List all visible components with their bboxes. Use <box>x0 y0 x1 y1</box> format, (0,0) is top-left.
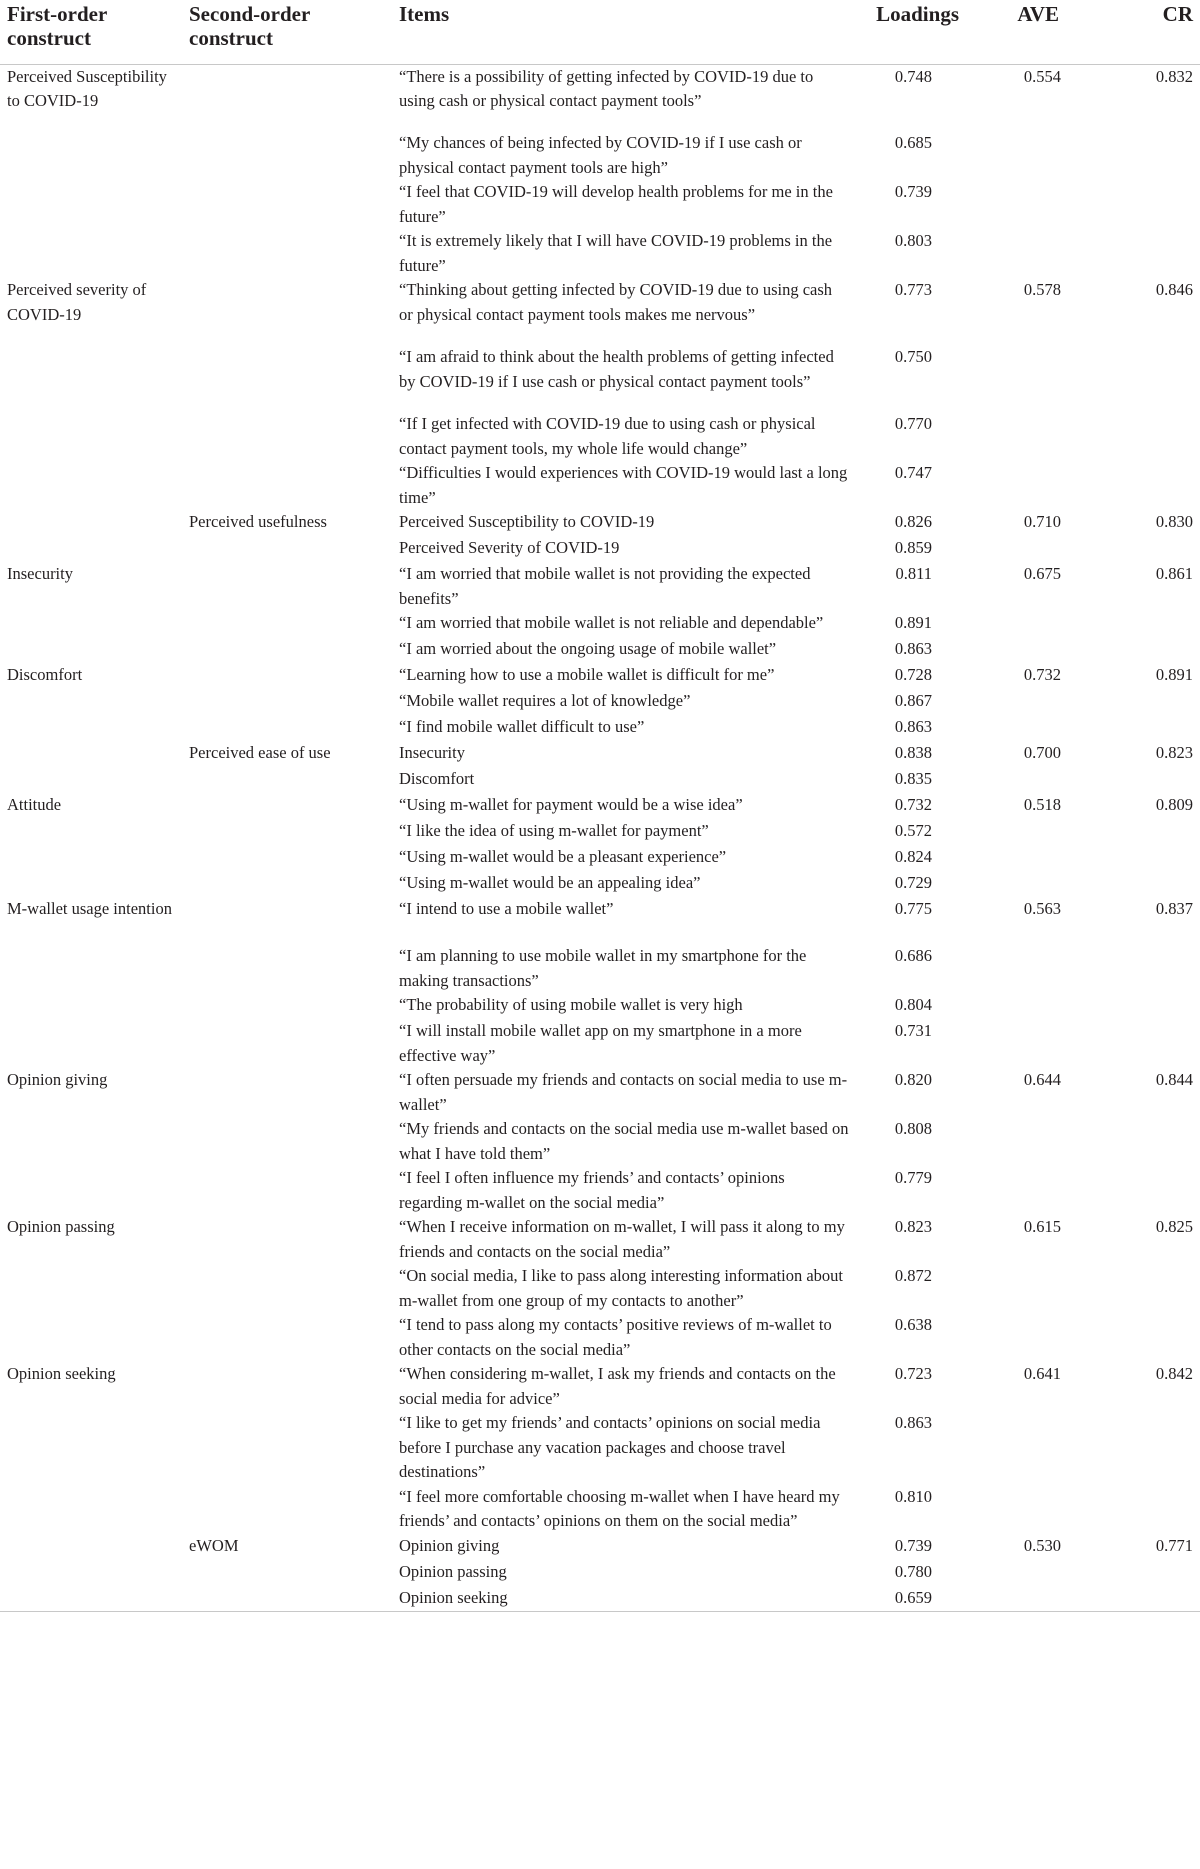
header-ave: AVE <box>974 0 1084 64</box>
table-row <box>0 1411 1200 1485</box>
first-order-cell <box>0 944 189 993</box>
loading-cell: 0.739 <box>894 182 932 201</box>
cr-cell <box>1084 637 1200 663</box>
item-cell: “There is a possibility of getting infected by COVID-19 due to using cash or physical contact payment tools” <box>399 66 814 110</box>
header-row <box>0 0 1200 64</box>
second-order-cell <box>189 611 399 637</box>
loading-cell: 0.731 <box>894 1021 932 1040</box>
ave-cell <box>974 944 1084 993</box>
ave-cell: 0.563 <box>1023 899 1061 918</box>
item-cell: “Using m-wallet for payment would be a wise idea” <box>399 795 743 814</box>
table-row <box>0 1485 1200 1534</box>
ave-cell <box>974 1117 1084 1166</box>
loading-cell: 0.780 <box>894 1561 932 1581</box>
table-row <box>0 1215 1200 1264</box>
cr-cell: 0.891 <box>1155 665 1193 684</box>
cr-cell <box>1084 412 1200 461</box>
item-cell: “I am worried that mobile wallet is not reliable and dependable” <box>399 613 824 632</box>
item-cell: “I like to get my friends’ and contacts’ opinions on social media before I purchase any vacation packages and choose travel destinations” <box>399 1413 821 1481</box>
second-order-cell <box>189 1313 399 1362</box>
item-cell: “I will install mobile wallet app on my smartphone in a more effective way” <box>399 1021 802 1065</box>
item-cell: “I feel more comfortable choosing m-wallet when I have heard my friends’ and contacts’ opinions on them on the social media” <box>399 1486 840 1530</box>
table-row <box>0 741 1200 767</box>
second-order-cell <box>189 1586 399 1612</box>
first-order-cell <box>0 131 189 180</box>
cr-cell <box>1084 689 1200 715</box>
table-row <box>0 944 1200 993</box>
loading-cell: 0.739 <box>894 1535 932 1555</box>
second-order-cell <box>189 1411 399 1485</box>
table-row <box>0 715 1200 741</box>
loading-cell: 0.770 <box>894 414 932 433</box>
second-order-cell <box>189 64 399 131</box>
header-second-order-construct: Second-order construct <box>189 0 399 64</box>
loading-cell: 0.863 <box>894 639 932 658</box>
table-row <box>0 1117 1200 1166</box>
first-order-cell <box>0 1485 189 1534</box>
ave-cell <box>974 1560 1084 1586</box>
table-row <box>0 845 1200 871</box>
item-cell: Opinion seeking <box>399 1586 863 1612</box>
first-order-cell <box>0 412 189 461</box>
loading-cell: 0.808 <box>894 1119 932 1138</box>
ave-cell <box>974 1586 1084 1612</box>
second-order-cell <box>189 845 399 871</box>
header-cr: CR <box>1084 0 1200 64</box>
item-cell: “I am worried that mobile wallet is not providing the expected benefits” <box>399 564 811 608</box>
first-order-cell <box>0 229 189 278</box>
loading-cell: 0.867 <box>894 691 932 710</box>
ave-cell <box>974 1019 1084 1068</box>
cr-cell: 0.809 <box>1155 795 1193 814</box>
second-order-cell <box>189 871 399 897</box>
cr-cell <box>1084 1586 1200 1612</box>
second-order-cell <box>189 412 399 461</box>
table-row <box>0 562 1200 611</box>
first-order-cell <box>0 1560 189 1586</box>
first-order-cell <box>0 1313 189 1362</box>
cr-cell <box>1084 819 1200 845</box>
item-cell: “I feel I often influence my friends’ and contacts’ opinions regarding m-wallet on the social media” <box>399 1168 785 1212</box>
second-order-cell <box>189 767 399 793</box>
loading-cell: 0.823 <box>894 1217 932 1236</box>
header-items: Items <box>399 0 863 64</box>
loading-cell: 0.891 <box>894 613 932 632</box>
cr-cell: 0.842 <box>1155 1364 1193 1383</box>
item-cell: “Difficulties I would experiences with COVID-19 would last a long time” <box>399 463 848 507</box>
loading-cell: 0.732 <box>894 795 932 814</box>
ave-cell: 0.700 <box>1023 743 1061 762</box>
first-order-cell <box>0 1166 189 1215</box>
loading-cell: 0.810 <box>894 1486 932 1506</box>
first-order-cell <box>0 611 189 637</box>
cr-cell: 0.771 <box>1155 1535 1193 1555</box>
second-order-cell <box>189 278 399 345</box>
first-order-cell: Discomfort <box>7 665 83 684</box>
second-order-cell <box>189 1560 399 1586</box>
first-order-cell: Opinion passing <box>7 1217 115 1236</box>
ave-cell <box>974 229 1084 278</box>
table-row <box>0 1068 1200 1117</box>
item-cell: “Thinking about getting infected by COVID-19 due to using cash or physical contact payment tools makes me nervous” <box>399 280 833 324</box>
table-row <box>0 229 1200 278</box>
table-row <box>0 345 1200 412</box>
ave-cell <box>974 180 1084 229</box>
loading-cell: 0.824 <box>894 847 932 866</box>
table-row <box>0 1534 1200 1560</box>
table-row <box>0 871 1200 897</box>
loading-cell: 0.659 <box>863 1586 974 1612</box>
loading-cell: 0.773 <box>894 280 932 299</box>
loading-cell: 0.863 <box>894 1413 932 1432</box>
first-order-cell <box>0 637 189 663</box>
ave-cell <box>974 871 1084 897</box>
item-cell: “My chances of being infected by COVID-19 if I use cash or physical contact payment tools are high” <box>399 133 802 177</box>
first-order-cell <box>0 1117 189 1166</box>
cr-cell <box>1084 1019 1200 1068</box>
second-order-cell <box>189 944 399 993</box>
table-row <box>0 278 1200 345</box>
first-order-cell <box>0 510 189 536</box>
table-body <box>0 64 1200 1612</box>
item-cell: “I find mobile wallet difficult to use” <box>399 717 645 736</box>
table-row <box>0 131 1200 180</box>
second-order-cell <box>189 819 399 845</box>
ave-cell: 0.644 <box>1023 1070 1061 1089</box>
second-order-cell <box>189 793 399 819</box>
ave-cell <box>974 1411 1084 1485</box>
table-row <box>0 412 1200 461</box>
table-row <box>0 663 1200 689</box>
first-order-cell: Perceived severity of COVID-19 <box>7 280 147 324</box>
second-order-cell <box>189 345 399 412</box>
second-order-cell <box>189 1166 399 1215</box>
second-order-cell <box>189 562 399 611</box>
loading-cell: 0.804 <box>894 995 932 1014</box>
cr-cell: 0.844 <box>1155 1070 1193 1089</box>
loading-cell: 0.779 <box>894 1168 932 1187</box>
loading-cell: 0.685 <box>894 133 932 152</box>
ave-cell <box>974 1166 1084 1215</box>
first-order-cell <box>0 1534 189 1560</box>
cr-cell <box>1084 131 1200 180</box>
first-order-cell <box>0 180 189 229</box>
cr-cell <box>1084 1411 1200 1485</box>
loading-cell: 0.775 <box>894 899 932 918</box>
ave-cell <box>974 767 1084 793</box>
header-loadings: Loadings <box>863 0 974 64</box>
first-order-cell <box>0 993 189 1019</box>
ave-cell <box>974 345 1084 412</box>
second-order-cell <box>189 715 399 741</box>
cr-cell <box>1084 1166 1200 1215</box>
cr-cell <box>1084 871 1200 897</box>
table-row <box>0 1019 1200 1068</box>
item-cell: “If I get infected with COVID-19 due to using cash or physical contact payment tools, my whole life would change” <box>399 414 816 458</box>
second-order-cell: eWOM <box>189 1535 239 1555</box>
ave-cell: 0.732 <box>1023 665 1061 684</box>
ave-cell <box>974 819 1084 845</box>
item-cell: Opinion passing <box>399 1561 507 1581</box>
loading-cell: 0.835 <box>894 769 932 788</box>
table-row <box>0 64 1200 131</box>
second-order-cell <box>189 1019 399 1068</box>
loading-cell: 0.838 <box>894 743 932 762</box>
cr-cell <box>1084 229 1200 278</box>
first-order-cell <box>0 871 189 897</box>
item-cell: Insecurity <box>399 743 465 762</box>
item-cell: “I feel that COVID-19 will develop health problems for me in the future” <box>399 182 833 226</box>
cr-cell <box>1084 944 1200 993</box>
second-order-cell <box>189 229 399 278</box>
cr-cell: 0.823 <box>1155 743 1193 762</box>
ave-cell <box>974 461 1084 510</box>
loading-cell: 0.811 <box>895 564 932 583</box>
first-order-cell <box>0 689 189 715</box>
cr-cell: 0.830 <box>1155 512 1193 531</box>
item-cell: “I tend to pass along my contacts’ positive reviews of m-wallet to other contacts on the social media” <box>399 1315 832 1359</box>
ave-cell <box>974 845 1084 871</box>
ave-cell: 0.710 <box>1023 512 1061 531</box>
ave-cell <box>974 689 1084 715</box>
first-order-cell <box>0 345 189 412</box>
second-order-cell <box>189 461 399 510</box>
loading-cell: 0.572 <box>894 821 932 840</box>
table-row <box>0 1560 1200 1586</box>
second-order-cell <box>189 1068 399 1117</box>
table-row <box>0 689 1200 715</box>
item-cell: “I intend to use a mobile wallet” <box>399 899 614 918</box>
second-order-cell <box>189 663 399 689</box>
loading-cell: 0.872 <box>894 1266 932 1285</box>
first-order-cell: Opinion giving <box>7 1070 108 1089</box>
cr-cell <box>1084 1117 1200 1166</box>
second-order-cell <box>189 689 399 715</box>
loading-cell: 0.638 <box>894 1315 932 1334</box>
loading-cell: 0.686 <box>894 946 932 965</box>
second-order-cell <box>189 1485 399 1534</box>
first-order-cell <box>0 767 189 793</box>
item-cell: Perceived Severity of COVID-19 <box>399 538 620 557</box>
item-cell: “Mobile wallet requires a lot of knowledge” <box>399 691 691 710</box>
ave-cell: 0.675 <box>1023 564 1061 583</box>
ave-cell <box>974 993 1084 1019</box>
table-row <box>0 637 1200 663</box>
cr-cell <box>1084 845 1200 871</box>
item-cell: Perceived Susceptibility to COVID-19 <box>399 512 655 531</box>
second-order-cell <box>189 131 399 180</box>
header-first-order-construct: First-order construct <box>0 0 189 64</box>
cr-cell: 0.861 <box>1155 564 1193 583</box>
item-cell: “Using m-wallet would be an appealing idea” <box>399 873 701 892</box>
first-order-cell <box>0 1019 189 1068</box>
item-cell: “When considering m-wallet, I ask my friends and contacts on the social media for advice” <box>399 1364 836 1408</box>
item-cell: Opinion giving <box>399 1535 500 1555</box>
table-row <box>0 510 1200 536</box>
ave-cell <box>974 412 1084 461</box>
table-row <box>0 536 1200 562</box>
table-row <box>0 1313 1200 1362</box>
item-cell: “Learning how to use a mobile wallet is difficult for me” <box>399 665 775 684</box>
cr-cell <box>1084 1313 1200 1362</box>
table-row <box>0 1166 1200 1215</box>
first-order-cell: Insecurity <box>7 564 73 583</box>
second-order-cell <box>189 897 399 944</box>
cr-cell <box>1084 993 1200 1019</box>
first-order-cell: M-wallet usage intention <box>7 899 172 918</box>
ave-cell: 0.615 <box>1023 1217 1061 1236</box>
loading-cell: 0.826 <box>894 512 932 531</box>
table-row <box>0 461 1200 510</box>
second-order-cell <box>189 1264 399 1313</box>
item-cell: “When I receive information on m-wallet, I will pass it along to my friends and contacts on the social media” <box>399 1217 845 1261</box>
second-order-cell: Perceived ease of use <box>189 743 331 762</box>
second-order-cell <box>189 536 399 562</box>
item-cell: “I am worried about the ongoing usage of mobile wallet” <box>399 639 777 658</box>
loading-cell: 0.729 <box>894 873 932 892</box>
second-order-cell <box>189 1362 399 1411</box>
table-row <box>0 993 1200 1019</box>
cr-cell <box>1084 536 1200 562</box>
cr-cell <box>1084 180 1200 229</box>
loading-cell: 0.863 <box>894 717 932 736</box>
table-row <box>0 1362 1200 1411</box>
first-order-cell: Opinion seeking <box>7 1364 116 1383</box>
loading-cell: 0.747 <box>894 463 932 482</box>
cr-cell <box>1084 1560 1200 1586</box>
cr-cell <box>1084 715 1200 741</box>
item-cell: “On social media, I like to pass along interesting information about m-wallet from one group of my contacts to another” <box>399 1266 844 1310</box>
table-row <box>0 1264 1200 1313</box>
cr-cell: 0.832 <box>1155 66 1193 86</box>
item-cell: “I often persuade my friends and contacts on social media to use m-wallet” <box>399 1070 848 1114</box>
ave-cell: 0.530 <box>1023 1535 1061 1555</box>
ave-cell <box>974 1485 1084 1534</box>
first-order-cell: Perceived Susceptibility to COVID-19 <box>7 66 167 110</box>
cr-cell <box>1084 611 1200 637</box>
ave-cell: 0.578 <box>1023 280 1061 299</box>
cr-cell <box>1084 461 1200 510</box>
second-order-cell <box>189 1117 399 1166</box>
loading-cell: 0.859 <box>894 538 932 557</box>
first-order-cell <box>0 741 189 767</box>
table-row <box>0 767 1200 793</box>
table-row <box>0 180 1200 229</box>
ave-cell <box>974 536 1084 562</box>
first-order-cell <box>0 715 189 741</box>
loading-cell: 0.723 <box>894 1364 932 1383</box>
table-header <box>0 0 1200 64</box>
loading-cell: 0.803 <box>894 231 932 250</box>
ave-cell <box>974 637 1084 663</box>
first-order-cell <box>0 1264 189 1313</box>
second-order-cell <box>189 637 399 663</box>
first-order-cell: Attitude <box>7 795 62 814</box>
loading-cell: 0.748 <box>894 66 932 86</box>
second-order-cell <box>189 1215 399 1264</box>
item-cell: “It is extremely likely that I will have COVID-19 problems in the future” <box>399 231 833 275</box>
second-order-cell <box>189 993 399 1019</box>
loading-cell: 0.750 <box>894 347 932 366</box>
item-cell: “The probability of using mobile wallet is very high <box>399 995 743 1014</box>
ave-cell <box>974 715 1084 741</box>
cr-cell <box>1084 1264 1200 1313</box>
ave-cell <box>974 131 1084 180</box>
item-cell: “I like the idea of using m-wallet for payment” <box>399 821 709 840</box>
ave-cell: 0.641 <box>1023 1364 1061 1383</box>
table-row <box>0 819 1200 845</box>
cr-cell <box>1084 767 1200 793</box>
first-order-cell <box>0 536 189 562</box>
loading-cell: 0.820 <box>894 1070 932 1089</box>
first-order-cell <box>0 461 189 510</box>
ave-cell <box>974 1313 1084 1362</box>
second-order-cell: Perceived usefulness <box>189 512 327 531</box>
cr-cell: 0.837 <box>1155 899 1193 918</box>
item-cell: “Using m-wallet would be a pleasant experience” <box>399 847 727 866</box>
ave-cell: 0.554 <box>1023 66 1061 86</box>
loading-cell: 0.728 <box>894 665 932 684</box>
cr-cell <box>1084 345 1200 412</box>
cr-cell: 0.846 <box>1155 280 1193 299</box>
table-row <box>0 793 1200 819</box>
table-row <box>0 611 1200 637</box>
cr-cell: 0.825 <box>1155 1217 1193 1236</box>
ave-cell: 0.518 <box>1023 795 1061 814</box>
ave-cell <box>974 1264 1084 1313</box>
item-cell: Discomfort <box>399 769 475 788</box>
cr-cell <box>1084 1485 1200 1534</box>
item-cell: “My friends and contacts on the social media use m-wallet based on what I have told them” <box>399 1119 849 1163</box>
first-order-cell <box>0 1411 189 1485</box>
first-order-cell <box>0 1586 189 1612</box>
first-order-cell <box>0 845 189 871</box>
item-cell: “I am afraid to think about the health problems of getting infected by COVID-19 if I use cash or physical contact payment tools” <box>399 347 834 391</box>
table-row <box>0 897 1200 944</box>
ave-cell <box>974 611 1084 637</box>
item-cell: “I am planning to use mobile wallet in my smartphone for the making transactions” <box>399 946 807 990</box>
table-row <box>0 1586 1200 1612</box>
second-order-cell <box>189 180 399 229</box>
first-order-cell <box>0 819 189 845</box>
